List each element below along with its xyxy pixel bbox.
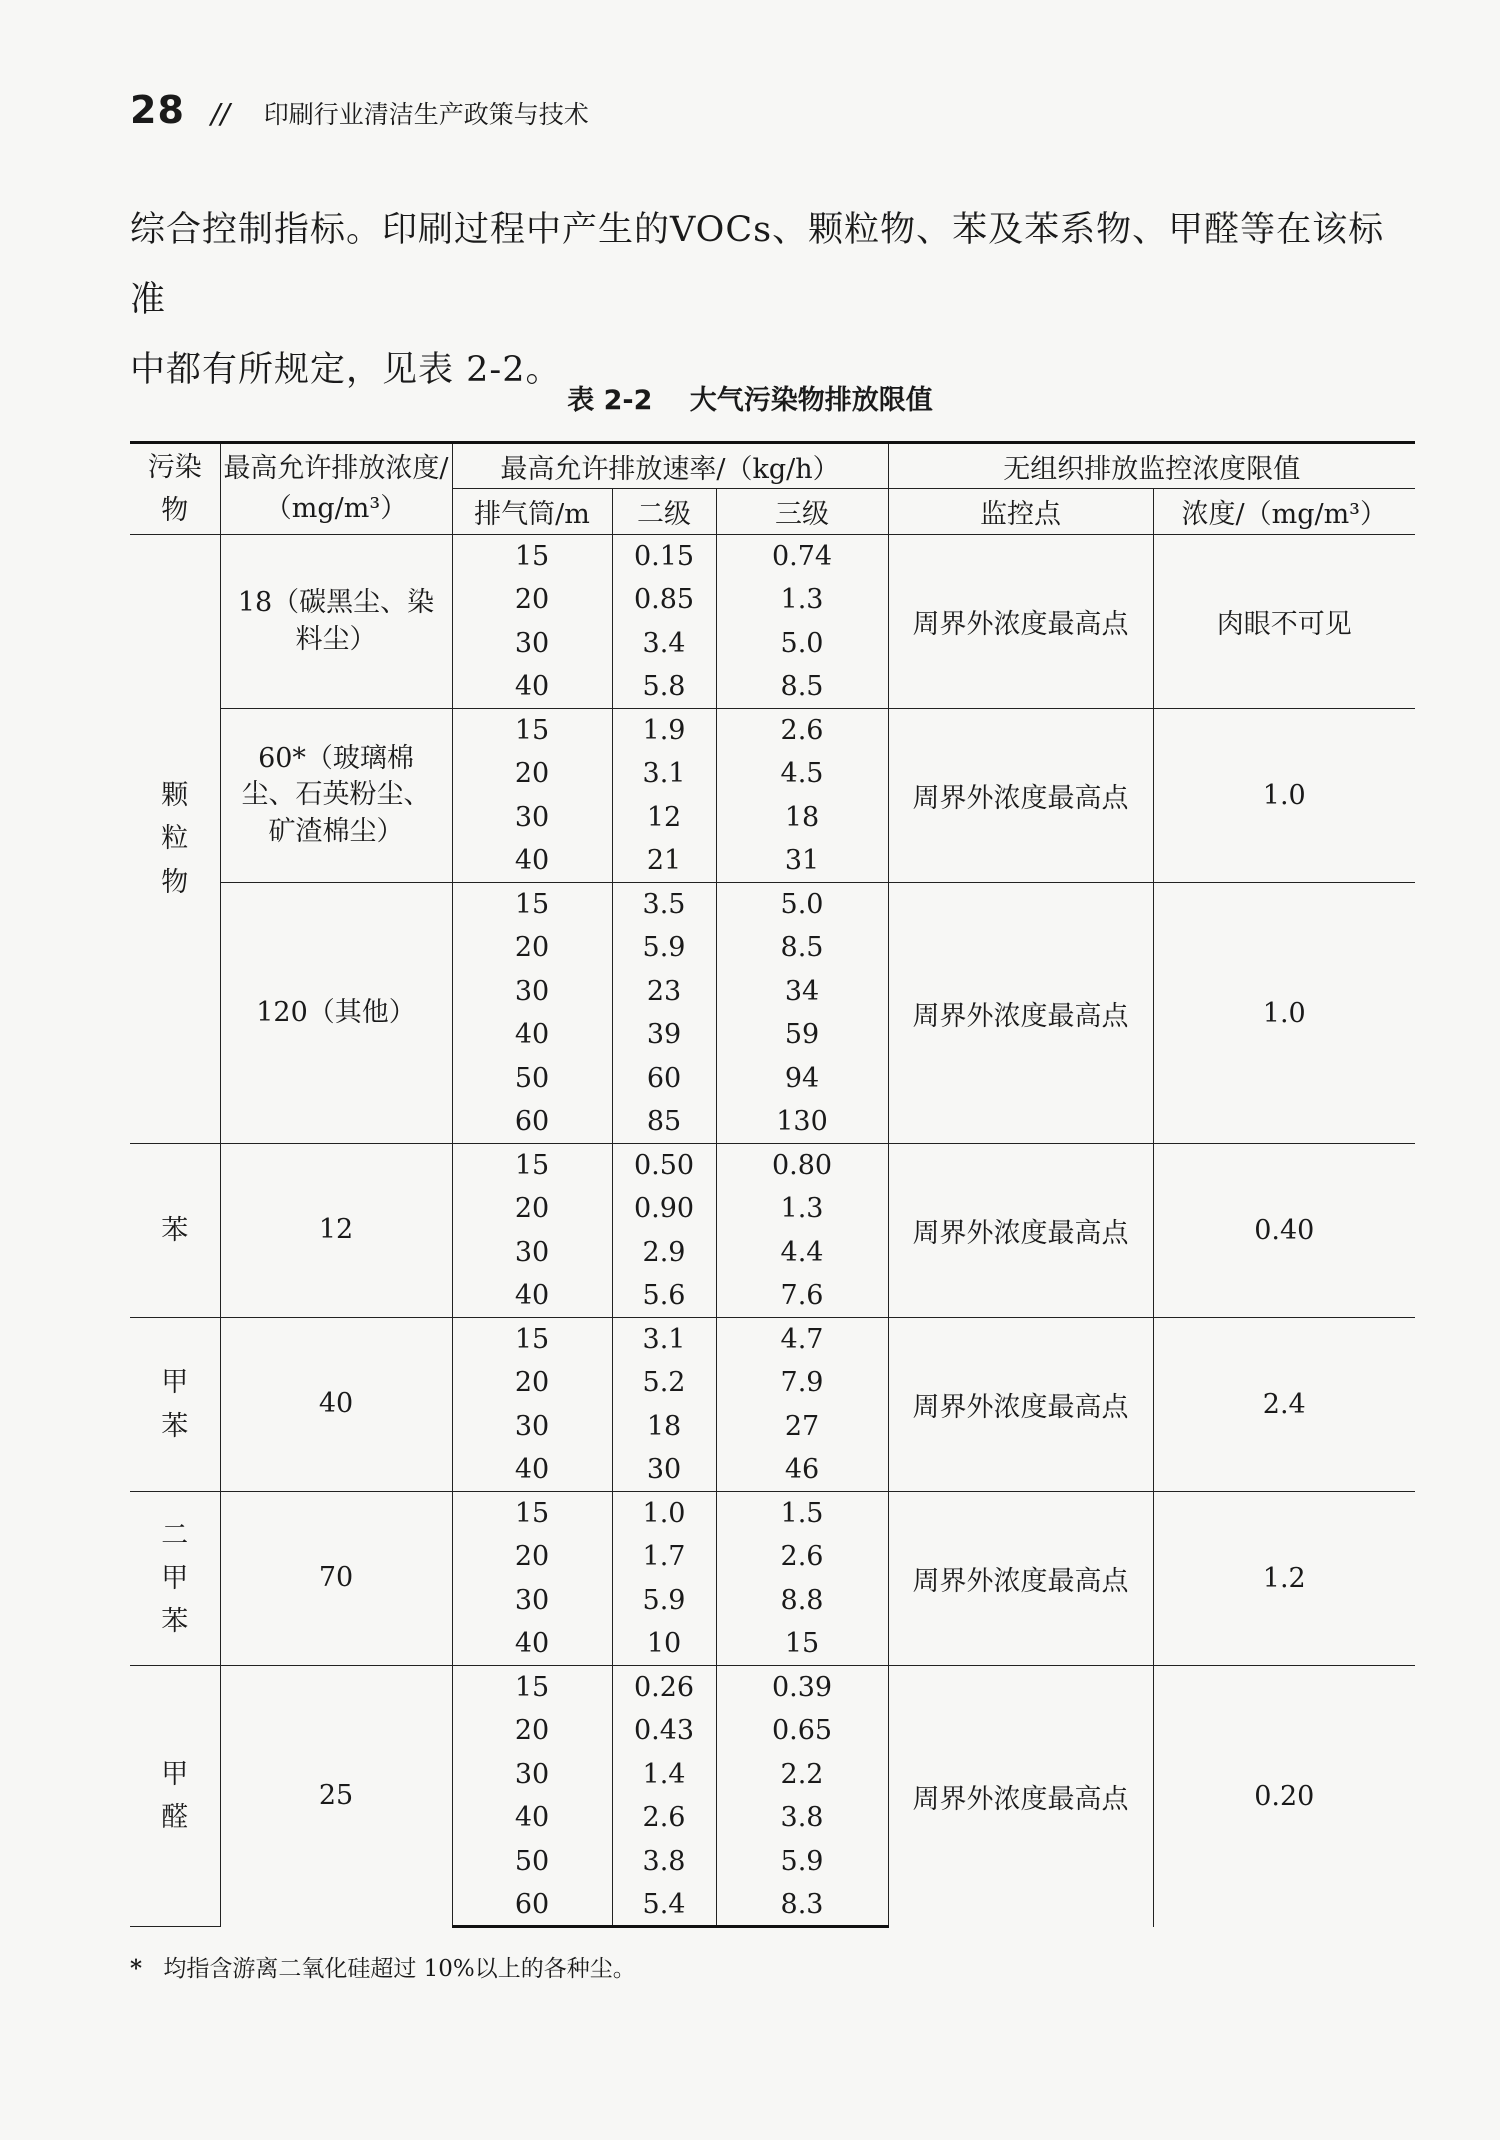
stack-height: 40 [452, 1448, 612, 1492]
table-row [130, 535, 1415, 579]
rate-grade-3: 2.6 [716, 1535, 888, 1579]
rate-grade-3: 27 [716, 1405, 888, 1449]
rate-grade-3: 8.3 [716, 1883, 888, 1927]
book-title: 印刷行业清洁生产政策与技术 [263, 100, 589, 129]
rate-grade-2: 5.6 [612, 1274, 716, 1318]
header-max-rate: 最高允许排放速率/（kg/h） [452, 443, 888, 489]
rate-grade-2: 0.50 [612, 1144, 716, 1188]
rate-grade-2: 23 [612, 970, 716, 1014]
table-number: 表 2-2 [567, 385, 653, 416]
header-max-concentration: 最高允许排放浓度/（mg/m³） [220, 443, 452, 535]
rate-grade-2: 0.15 [612, 535, 716, 579]
rate-grade-3: 46 [716, 1448, 888, 1492]
rate-grade-2: 12 [612, 796, 716, 840]
rate-grade-2: 21 [612, 839, 716, 883]
concentration-limit: 0.40 [1153, 1144, 1415, 1318]
stack-height: 40 [452, 1622, 612, 1666]
rate-grade-3: 18 [716, 796, 888, 840]
rate-grade-2: 2.9 [612, 1231, 716, 1275]
header-grade-2: 二级 [612, 489, 716, 535]
header-grade-3: 三级 [716, 489, 888, 535]
rate-grade-3: 1.3 [716, 1187, 888, 1231]
stack-height: 40 [452, 1013, 612, 1057]
max-concentration: 25 [220, 1666, 452, 1927]
rate-grade-3: 4.4 [716, 1231, 888, 1275]
header-separator: // [210, 97, 230, 130]
concentration-limit: 1.0 [1153, 883, 1415, 1144]
rate-grade-3: 3.8 [716, 1796, 888, 1840]
table-title: 大气污染物排放限值 [689, 385, 933, 416]
stack-height: 40 [452, 665, 612, 709]
rate-grade-2: 5.9 [612, 1579, 716, 1623]
rate-grade-2: 0.43 [612, 1709, 716, 1753]
stack-height: 20 [452, 1535, 612, 1579]
rate-grade-3: 8.5 [716, 665, 888, 709]
rate-grade-3: 0.39 [716, 1666, 888, 1710]
concentration-limit: 1.0 [1153, 709, 1415, 883]
rate-grade-3: 34 [716, 970, 888, 1014]
rate-grade-2: 30 [612, 1448, 716, 1492]
stack-height: 30 [452, 622, 612, 666]
monitor-point: 周界外浓度最高点 [888, 1666, 1153, 1927]
rate-grade-2: 0.26 [612, 1666, 716, 1710]
pollutant-name: 二甲苯 [161, 1519, 189, 1638]
rate-grade-2: 2.6 [612, 1796, 716, 1840]
concentration-limit: 2.4 [1153, 1318, 1415, 1492]
rate-grade-3: 5.0 [716, 883, 888, 927]
stack-height: 30 [452, 1405, 612, 1449]
stack-height: 60 [452, 1100, 612, 1144]
footnote-marker: * [130, 1955, 143, 1982]
header-pollutant: 污染物 [130, 443, 220, 535]
stack-height: 15 [452, 1144, 612, 1188]
stack-height: 20 [452, 926, 612, 970]
rate-grade-2: 5.8 [612, 665, 716, 709]
rate-grade-2: 1.0 [612, 1492, 716, 1536]
rate-grade-3: 5.0 [716, 622, 888, 666]
header-monitor-point: 监控点 [888, 489, 1153, 535]
stack-height: 20 [452, 752, 612, 796]
rate-grade-2: 5.2 [612, 1361, 716, 1405]
pollutant-name: 甲苯 [161, 1367, 189, 1442]
stack-height: 30 [452, 970, 612, 1014]
pollutant-name-cell [130, 1492, 220, 1666]
rate-grade-2: 60 [612, 1057, 716, 1101]
rate-grade-2: 1.4 [612, 1753, 716, 1797]
table-row [130, 1144, 1415, 1188]
stack-height: 50 [452, 1057, 612, 1101]
stack-height: 30 [452, 1579, 612, 1623]
rate-grade-3: 4.7 [716, 1318, 888, 1362]
rate-grade-3: 2.6 [716, 709, 888, 753]
rate-grade-3: 1.3 [716, 578, 888, 622]
max-concentration: 120（其他） [220, 883, 452, 1144]
stack-height: 50 [452, 1840, 612, 1884]
header-stack-height: 排气筒/m [452, 489, 612, 535]
rate-grade-3: 0.74 [716, 535, 888, 579]
monitor-point: 周界外浓度最高点 [888, 1492, 1153, 1666]
pollutant-name: 甲醛 [161, 1758, 189, 1833]
stack-height: 30 [452, 1753, 612, 1797]
max-concentration: 70 [220, 1492, 452, 1666]
pollutant-name-cell [130, 1144, 220, 1318]
concentration-limit: 肉眼不可见 [1153, 535, 1415, 709]
rate-grade-2: 3.1 [612, 752, 716, 796]
rate-grade-2: 85 [612, 1100, 716, 1144]
table-row [130, 1492, 1415, 1536]
paragraph-line-1: 综合控制指标。印刷过程中产生的VOCs、颗粒物、苯及苯系物、甲醛等在该标准 [130, 210, 1385, 320]
rate-grade-3: 8.5 [716, 926, 888, 970]
max-concentration: 60*（玻璃棉尘、石英粉尘、矿渣棉尘） [220, 709, 452, 883]
rate-grade-3: 0.65 [716, 1709, 888, 1753]
rate-grade-2: 1.9 [612, 709, 716, 753]
pollutant-name-cell [130, 535, 220, 1144]
running-header [130, 88, 589, 132]
monitor-point: 周界外浓度最高点 [888, 1318, 1153, 1492]
rate-grade-3: 15 [716, 1622, 888, 1666]
stack-height: 20 [452, 578, 612, 622]
rate-grade-2: 18 [612, 1405, 716, 1449]
rate-grade-3: 31 [716, 839, 888, 883]
pollutant-name-cell [130, 1318, 220, 1492]
header-fugitive-limit: 无组织排放监控浓度限值 [888, 443, 1415, 489]
stack-height: 15 [452, 1492, 612, 1536]
monitor-point: 周界外浓度最高点 [888, 535, 1153, 709]
stack-height: 20 [452, 1709, 612, 1753]
rate-grade-3: 4.5 [716, 752, 888, 796]
stack-height: 40 [452, 1796, 612, 1840]
stack-height: 15 [452, 535, 612, 579]
stack-height: 40 [452, 1274, 612, 1318]
rate-grade-2: 3.5 [612, 883, 716, 927]
stack-height: 15 [452, 709, 612, 753]
table-footnote [130, 1950, 636, 1983]
rate-grade-3: 0.80 [716, 1144, 888, 1188]
stack-height: 15 [452, 1666, 612, 1710]
concentration-limit: 1.2 [1153, 1492, 1415, 1666]
pollutant-name: 苯 [161, 1214, 189, 1246]
stack-height: 20 [452, 1187, 612, 1231]
emission-limits-table [130, 441, 1415, 1928]
header-concentration-limit: 浓度/（mg/m³） [1153, 489, 1415, 535]
table-row [130, 1318, 1415, 1362]
stack-height: 40 [452, 839, 612, 883]
footnote-text: 均指含游离二氧化硅超过 10%以上的各种尘。 [163, 1956, 636, 1982]
rate-grade-2: 1.7 [612, 1535, 716, 1579]
rate-grade-3: 7.9 [716, 1361, 888, 1405]
stack-height: 20 [452, 1361, 612, 1405]
monitor-point: 周界外浓度最高点 [888, 1144, 1153, 1318]
pollutant-name-cell [130, 1666, 220, 1927]
concentration-limit: 0.20 [1153, 1666, 1415, 1927]
rate-grade-3: 5.9 [716, 1840, 888, 1884]
rate-grade-3: 94 [716, 1057, 888, 1101]
stack-height: 60 [452, 1883, 612, 1927]
paragraph-line-2: 中都有所规定，见表 2-2。 [130, 350, 562, 390]
rate-grade-2: 10 [612, 1622, 716, 1666]
body-paragraph [130, 195, 1410, 405]
page-number: 28 [130, 88, 185, 132]
max-concentration: 18（碳黑尘、染料尘） [220, 535, 452, 709]
stack-height: 15 [452, 1318, 612, 1362]
max-concentration: 40 [220, 1318, 452, 1492]
table-row [130, 883, 1415, 927]
rate-grade-2: 3.8 [612, 1840, 716, 1884]
rate-grade-3: 130 [716, 1100, 888, 1144]
stack-height: 30 [452, 796, 612, 840]
table-row [130, 709, 1415, 753]
rate-grade-2: 0.85 [612, 578, 716, 622]
rate-grade-2: 0.90 [612, 1187, 716, 1231]
rate-grade-2: 5.4 [612, 1883, 716, 1927]
stack-height: 15 [452, 883, 612, 927]
table-caption [0, 378, 1500, 417]
rate-grade-2: 5.9 [612, 926, 716, 970]
monitor-point: 周界外浓度最高点 [888, 883, 1153, 1144]
rate-grade-3: 1.5 [716, 1492, 888, 1536]
rate-grade-3: 7.6 [716, 1274, 888, 1318]
table-row [130, 1666, 1415, 1710]
rate-grade-2: 39 [612, 1013, 716, 1057]
rate-grade-3: 8.8 [716, 1579, 888, 1623]
rate-grade-2: 3.4 [612, 622, 716, 666]
rate-grade-3: 59 [716, 1013, 888, 1057]
pollutant-name: 颗粒物 [161, 780, 189, 898]
monitor-point: 周界外浓度最高点 [888, 709, 1153, 883]
stack-height: 30 [452, 1231, 612, 1275]
rate-grade-3: 2.2 [716, 1753, 888, 1797]
max-concentration: 12 [220, 1144, 452, 1318]
rate-grade-2: 3.1 [612, 1318, 716, 1362]
